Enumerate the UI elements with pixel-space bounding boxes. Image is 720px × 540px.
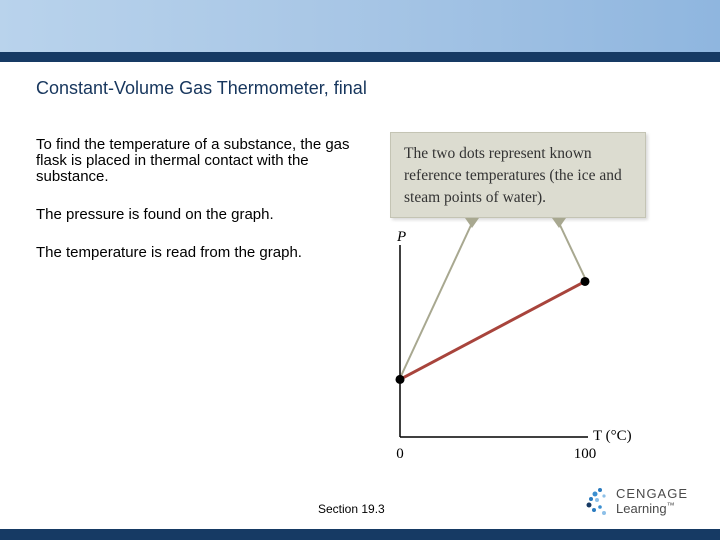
- cengage-logo: [585, 486, 690, 518]
- callout-pointer-left: [401, 223, 472, 376]
- x-tick-label-0: 0: [396, 446, 404, 462]
- callout-pointer-left-tip: [465, 218, 479, 228]
- cengage-mark-icon: [585, 486, 611, 518]
- series-line: [400, 281, 585, 379]
- section-label: Section 19.3: [318, 502, 385, 516]
- callout-pointer-right: [559, 223, 585, 278]
- reference-point-2: [581, 277, 590, 286]
- logo-trademark: ™: [666, 501, 675, 510]
- top-banner: [0, 0, 720, 52]
- bottom-rule: [0, 529, 720, 540]
- pressure-temperature-graph: [380, 218, 660, 468]
- callout-pointer-right-tip: [552, 218, 566, 228]
- paragraph-2: The pressure is found on the graph.: [36, 206, 274, 223]
- x-tick-label-100: 100: [573, 446, 597, 462]
- logo-subtext-word: Learning: [616, 501, 667, 516]
- top-rule: [0, 52, 720, 62]
- paragraph-3: The temperature is read from the graph.: [36, 244, 302, 261]
- reference-point-1: [396, 375, 405, 384]
- logo-wordmark: CENGAGE: [616, 486, 689, 501]
- y-axis-label: P: [397, 229, 407, 245]
- x-axis-label: T (°C): [593, 428, 632, 444]
- paragraph-1: To find the temperature of a substance, the gas flask is placed in thermal contact with the substance.: [36, 136, 350, 185]
- slide-title: Constant-Volume Gas Thermometer, final: [36, 78, 367, 98]
- body-text: [36, 137, 366, 283]
- callout-box: The two dots represent known reference temperatures (the ice and steam points of water).: [390, 132, 646, 218]
- logo-subtext: [616, 501, 675, 516]
